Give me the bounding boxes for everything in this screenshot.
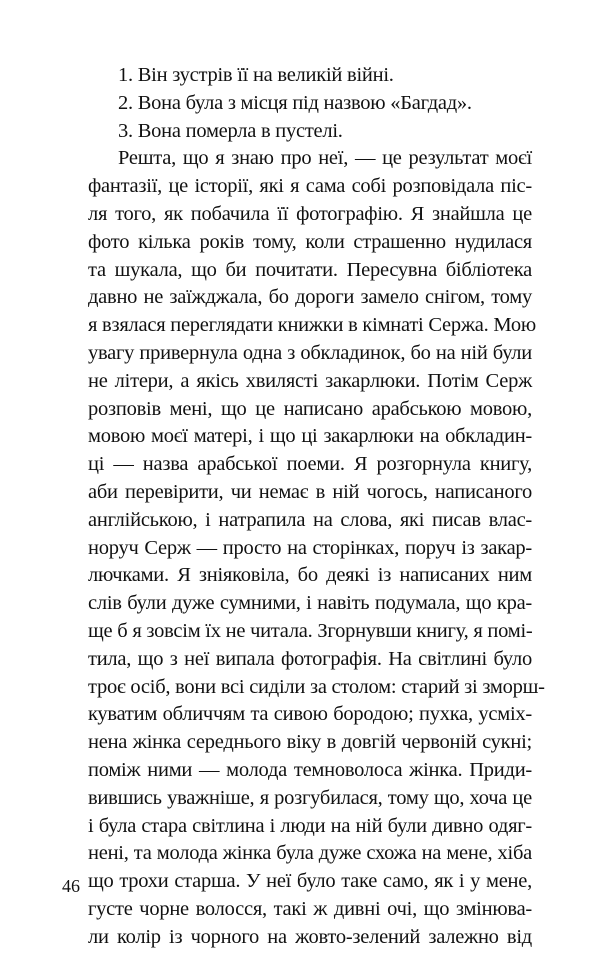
paragraph-line: вившись уважніше, я розгубилася, тому що, хоча це	[88, 786, 532, 809]
paragraph-line: нені, та молода жінка була дуже схожа на мене, хіба	[88, 842, 532, 865]
paragraph-line: фантазії, це історії, які я сама собі розповідала піс-	[88, 175, 532, 198]
paragraph-line: і була стара світлина і люди на ній були дивно одяг-	[88, 814, 532, 837]
list-item-3: 3. Вона померла в пустелі.	[118, 119, 343, 142]
page-number: 46	[62, 876, 80, 896]
paragraph-line: куватим обличчям та сивою бородою; пухка, усміх-	[88, 703, 532, 726]
paragraph-line: не літери, а якісь хвилясті закарлюки. Потім Серж	[88, 369, 532, 392]
paragraph-line: ці — назва арабської поеми. Я розгорнула книгу,	[88, 453, 532, 476]
paragraph-line: ще б я зовсім їх не читала. Згорнувши книгу, я помі-	[88, 619, 533, 642]
paragraph-line: Решта, що я знаю про неї, — це результат моєї	[118, 147, 532, 170]
list-item-2: 2. Вона була з місця під назвою «Багдад».	[118, 91, 472, 114]
paragraph-line: я взялася переглядати книжки в кімнаті Сержа. Мою	[88, 314, 536, 337]
paragraph-line: поміж ними — молода темноволоса жінка. Приди-	[88, 758, 532, 781]
paragraph-line: тила, що з неї випала фотографія. На світлині було	[88, 647, 532, 670]
paragraph-line: англійською, і натрапила на слова, які писав влас-	[88, 508, 532, 531]
paragraph-line: мовою моєї матері, і що ці закарлюки на обкладин-	[88, 425, 532, 448]
paragraph-line: давно не заїжджала, бо дороги замело снігом, тому	[88, 286, 532, 309]
paragraph-line: що трохи старша. У неї було таке само, як і у мене,	[88, 870, 532, 893]
list-item-1: 1. Він зустрів її на великій війні.	[118, 64, 394, 86]
paragraph-line: норуч Серж — просто на сторінках, поруч із закар-	[88, 536, 532, 559]
paragraph-line: нена жінка середнього віку в довгій червоній сукні;	[88, 731, 532, 754]
paragraph-line: густе чорне волосся, такі ж дивні очі, що змінюва-	[88, 897, 532, 920]
paragraph-line: ли колір із чорного на жовто-зелений залежно від	[88, 925, 532, 948]
paragraph-line: троє осіб, вони всі сиділи за столом: старий зі зморш-	[88, 675, 545, 698]
paragraph-line: фото кілька років тому, коли страшенно нудилася	[88, 230, 532, 253]
paragraph-line: ля того, як побачила її фотографію. Я знайшла це	[88, 202, 532, 225]
paragraph-line: увагу привернула одна з обкладинок, бо на ній були	[88, 341, 532, 364]
paragraph-line: та шукала, що би почитати. Пересувна бібліотека	[88, 258, 532, 281]
paragraph-line: розповів мені, що це написано арабською мовою,	[88, 397, 532, 420]
body-text	[88, 62, 545, 952]
paragraph-line: аби перевірити, чи немає в ній чогось, написаного	[88, 480, 532, 503]
paragraph-line: слів були дуже сумними, і навіть подумала, що кра-	[88, 592, 532, 615]
paragraph-line: лючками. Я зніяковіла, бо деякі із написаних ним	[88, 564, 532, 587]
